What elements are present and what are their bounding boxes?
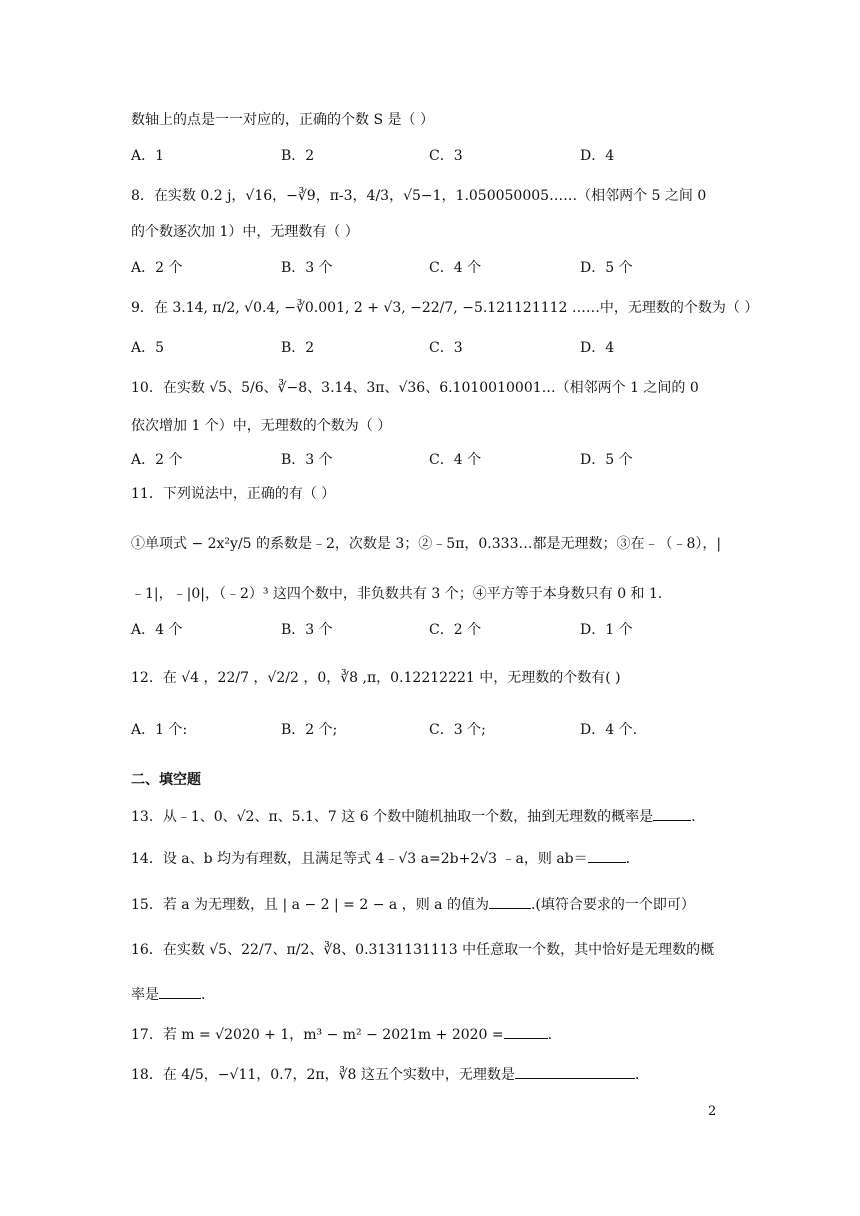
q13-answer-blank[interactable] <box>653 806 691 821</box>
q11-text-line1: 11．下列说法中，正确的有（ ） <box>131 486 336 502</box>
q7-option-b: B．2 <box>281 148 315 164</box>
q11-options <box>131 620 731 640</box>
q7-option-d: D．4 <box>580 148 615 164</box>
section-title-fill-in: 二、填空题 <box>131 772 201 788</box>
q7-text: 数轴上的点是一一对应的，正确的个数 S 是（ ） <box>131 112 434 128</box>
q7-options <box>131 146 731 166</box>
q17: 17．若 m = √2020 + 1，m³ − m² − 2021m + 2020 = . <box>131 1024 552 1045</box>
q10-option-d: D．5 个 <box>580 452 633 468</box>
page-number: 2 <box>708 1104 717 1119</box>
q8-option-b: B．3 个 <box>281 260 333 276</box>
q8-option-d: D．5 个 <box>580 260 633 276</box>
q14-answer-blank[interactable] <box>588 848 626 863</box>
q11-option-a: A．4 个 <box>131 622 183 638</box>
q8-text-line2: 的个数逐次加 1）中，无理数有（ ） <box>131 224 359 240</box>
q12-option-d: D．4 个. <box>580 722 638 738</box>
q10-option-c: C．4 个 <box>429 452 482 468</box>
q15 <box>131 894 695 915</box>
q11-option-b: B．3 个 <box>281 622 333 638</box>
q10-text-line1: 10．在实数 √5、5/6、∛−8、3.14、3π、√36、6.1010010001…（相邻两个 1 之间的 0 <box>131 380 699 396</box>
q16-text-line2: 率是 <box>131 987 159 1003</box>
q16-answer-blank[interactable] <box>159 984 201 999</box>
q18-answer-blank[interactable] <box>515 1064 635 1079</box>
q9-options <box>131 338 731 358</box>
q9-option-c: C．3 <box>429 340 463 356</box>
q15-text: 15．若 a 为无理数，且 | a − 2 | = 2 − a ，则 a 的值为 <box>131 897 489 913</box>
q12-options <box>131 720 731 740</box>
q12-option-a: A．1 个: <box>131 722 188 738</box>
q8-text-line1: 8．在实数 0.2 j̇，√16，−∛9，π-3，4/3，√5−1，1.050050005……（相邻两个 5 之间 0 <box>131 188 707 204</box>
q17-text: 17．若 m = √2020 + 1，m³ − m² − 2021m + 2020 = <box>131 1027 504 1043</box>
q12-option-b: B．2 个; <box>281 722 338 738</box>
q9-option-d: D．4 <box>580 340 615 356</box>
q11-option-d: D．1 个 <box>580 622 633 638</box>
q7-option-c: C．3 <box>429 148 463 164</box>
q8-options <box>131 258 731 278</box>
q10-options <box>131 450 731 470</box>
q15-text-tail: .(填符合要求的一个即可） <box>530 897 695 913</box>
q15-answer-blank[interactable] <box>489 894 531 909</box>
q12-option-c: C．3 个; <box>429 722 486 738</box>
q9-option-a: A．5 <box>131 340 165 356</box>
q18: 18．在 4/5，−√11，0.7̇，2π，∛8 这五个实数中，无理数是 . <box>131 1064 639 1085</box>
q13: 13．从﹣1、0、√2、π、5.1、7 这 6 个数中随机抽取一个数，抽到无理数的概率是 . <box>131 806 696 827</box>
q13-text: 13．从﹣1、0、√2、π、5.1、7 这 6 个数中随机抽取一个数，抽到无理数的概率是 <box>131 809 654 825</box>
q14: 14．设 a、b 均为有理数，且满足等式 4﹣√3 a=2b+2√3 ﹣a，则 ab＝ . <box>131 848 630 869</box>
q7-option-a: A．1 <box>131 148 165 164</box>
q8-option-c: C．4 个 <box>429 260 482 276</box>
q11-text-line2: ①单项式 − 2x²y/5 的系数是﹣2，次数是 3；②﹣5π，0.333…都是无理数；③在﹣（﹣8），| <box>131 536 722 552</box>
q12-text: 12．在 √4 ，22/7 ，√2/2 ，0，∛8 ,π，0.12212221 中，无理数的个数有( ) <box>131 670 621 686</box>
q11-option-c: C．2 个 <box>429 622 482 638</box>
q16-text-line1: 16．在实数 √5、22/7、π/2、∛8、0.3131131113 中任意取一个数，其中恰好是无理数的概 <box>131 942 715 958</box>
q10-text-line2: 依次增加 1 个）中，无理数的个数为（ ） <box>131 418 392 434</box>
q10-option-b: B．3 个 <box>281 452 333 468</box>
q17-answer-blank[interactable] <box>504 1024 548 1039</box>
q8-option-a: A．2 个 <box>131 260 183 276</box>
q18-text: 18．在 4/5，−√11，0.7̇，2π，∛8 这五个实数中，无理数是 <box>131 1067 515 1083</box>
q9-option-b: B．2 <box>281 340 315 356</box>
q10-option-a: A．2 个 <box>131 452 183 468</box>
q16-line2: 率是 . <box>131 984 205 1005</box>
q9-text: 9．在 3.14, π/2, √0.4, −∛0.001, 2 + √3, −22/7, −5.121121112 ……中，无理数的个数为（ ） <box>131 300 759 316</box>
q11-text-line3: ﹣1|，﹣|0|，（﹣2）³ 这四个数中，非负数共有 3 个；④平方等于本身数只有 0 和 1. <box>131 586 663 602</box>
q14-text: 14．设 a、b 均为有理数，且满足等式 4﹣√3 a=2b+2√3 ﹣a，则 ab＝ <box>131 851 588 867</box>
